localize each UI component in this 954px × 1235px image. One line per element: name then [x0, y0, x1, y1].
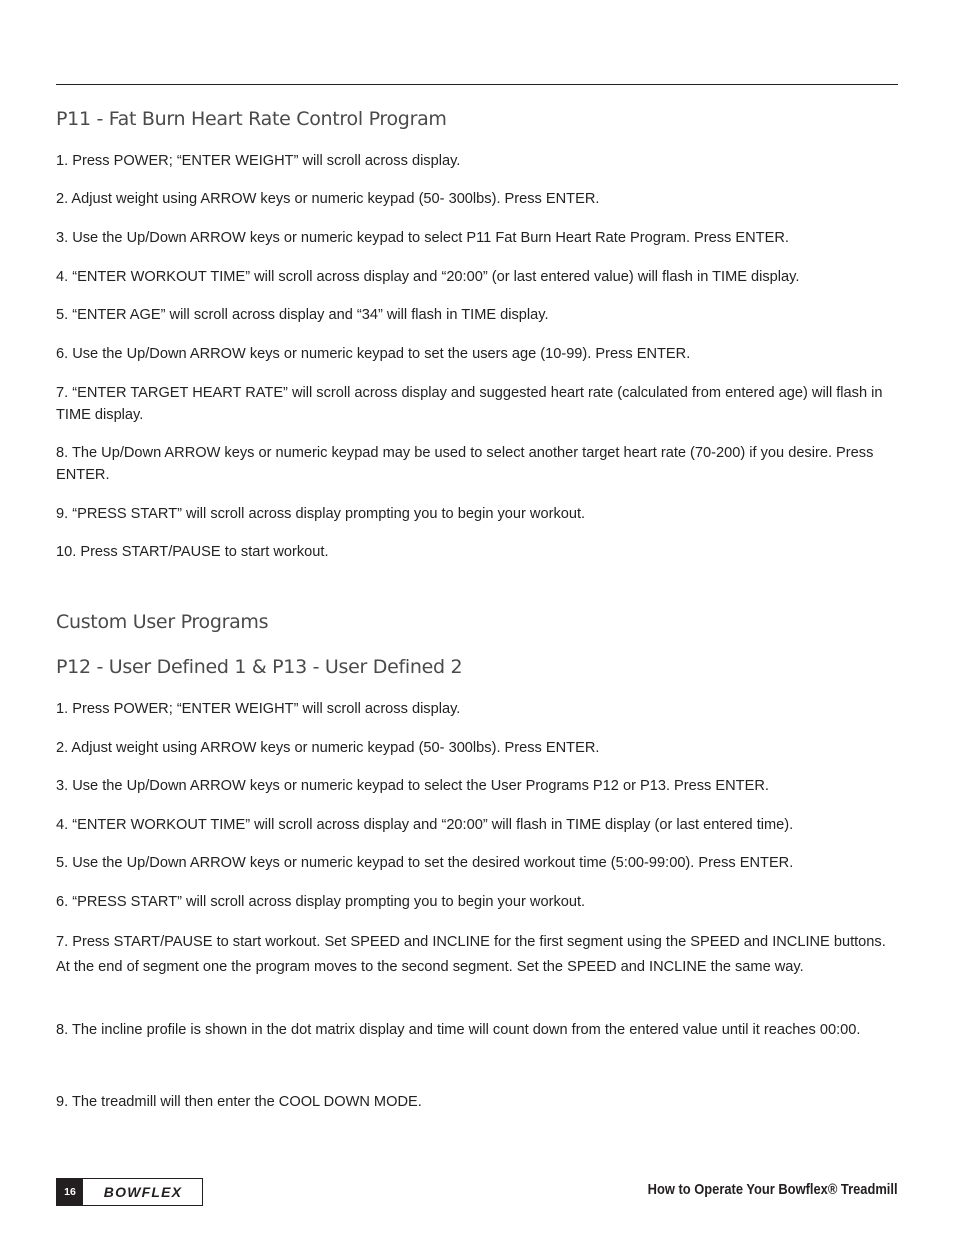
section-heading-p11: P11 - Fat Burn Heart Rate Control Program: [56, 108, 447, 130]
p12-step-3: 3. Use the Up/Down ARROW keys or numeric keypad to select the User Programs P12 or P13. Press ENTER.: [56, 778, 769, 794]
svg-text:BOWFLEX: BOWFLEX: [103, 1184, 182, 1200]
p12-step-5: 5. Use the Up/Down ARROW keys or numeric keypad to set the desired workout time (5:00-99:00). Press ENTER.: [56, 855, 794, 871]
p11-step-8: 8. The Up/Down ARROW keys or numeric keypad may be used to select another target heart rate (70-200) if you desire. Press ENTER.: [56, 445, 874, 483]
p11-step-2: 2. Adjust weight using ARROW keys or numeric keypad (50- 300lbs). Press ENTER.: [56, 191, 600, 207]
p11-step-3: 3. Use the Up/Down ARROW keys or numeric keypad to select P11 Fat Burn Heart Rate Program. Press ENTER.: [56, 230, 789, 246]
p12-step-6: 6. “PRESS START” will scroll across display prompting you to begin your workout.: [56, 894, 586, 910]
p11-step-9: 9. “PRESS START” will scroll across display prompting you to begin your workout.: [56, 506, 586, 522]
p12-step-9: 9. The treadmill will then enter the COOL DOWN MODE.: [56, 1094, 422, 1110]
bowflex-logo-mark: [86, 1182, 200, 1202]
p12-step-1: 1. Press POWER; “ENTER WEIGHT” will scroll across display.: [56, 701, 461, 717]
footer-title: How to Operate Your Bowflex® Treadmill: [648, 1181, 898, 1198]
top-divider: [56, 84, 898, 85]
p12-step-2: 2. Adjust weight using ARROW keys or numeric keypad (50- 300lbs). Press ENTER.: [56, 740, 600, 756]
p11-step-7: 7. “ENTER TARGET HEART RATE” will scroll across display and suggested heart rate (calculated from entered age) will flash in TIME display.: [56, 385, 883, 423]
page-number: 16: [57, 1179, 83, 1205]
p11-step-1: 1. Press POWER; “ENTER WEIGHT” will scroll across display.: [56, 153, 461, 169]
section-heading-custom-programs: Custom User Programs: [56, 611, 269, 633]
p12-step-7: 7. Press START/PAUSE to start workout. Set SPEED and INCLINE for the first segment using the SPEED and INCLINE buttons. At the end of segment one the program moves to the second segment. Set the SPEED and INCLINE the same way.: [56, 934, 886, 975]
bowflex-logo: [83, 1179, 202, 1205]
p12-step-8: 8. The incline profile is shown in the dot matrix display and time will count down from the entered value until it reaches 00:00.: [56, 1022, 861, 1038]
section-subheading-p12-p13: P12 - User Defined 1 & P13 - User Defined 2: [56, 656, 463, 678]
p11-step-10: 10. Press START/PAUSE to start workout.: [56, 544, 329, 560]
p11-step-4: 4. “ENTER WORKOUT TIME” will scroll across display and “20:00” (or last entered value) will flash in TIME display.: [56, 269, 800, 285]
p11-step-6: 6. Use the Up/Down ARROW keys or numeric keypad to set the users age (10-99). Press ENTER.: [56, 346, 691, 362]
p12-step-4: 4. “ENTER WORKOUT TIME” will scroll across display and “20:00” will flash in TIME display (or last entered time).: [56, 817, 794, 833]
p11-step-5: 5. “ENTER AGE” will scroll across display and “34” will flash in TIME display.: [56, 307, 549, 323]
footer-badge: [56, 1178, 203, 1206]
